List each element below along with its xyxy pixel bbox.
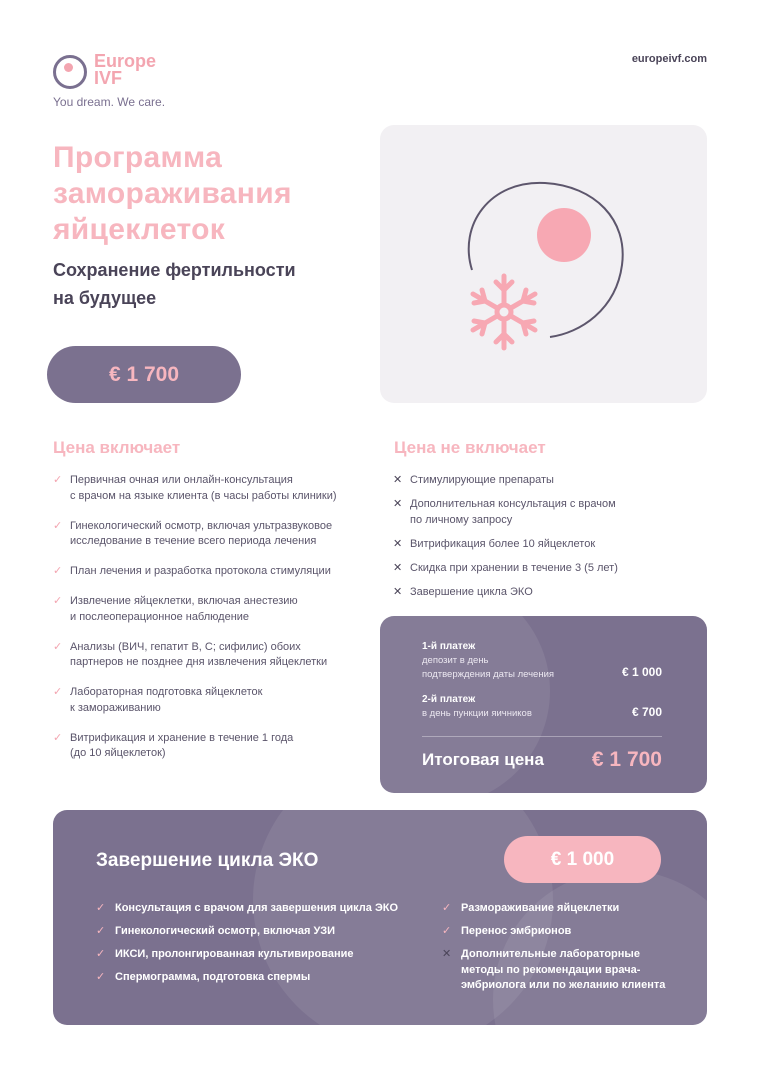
page-title [53, 140, 373, 248]
payment-total-amount: € 1 700 [591, 748, 662, 771]
includes-list [53, 473, 373, 776]
website-link[interactable]: europeivf.com [631, 53, 707, 65]
brand-name-line1: Europe [94, 51, 157, 71]
brand-name [94, 53, 194, 87]
list-item: ✓ ИКСИ, пролонгированная культивирование [96, 947, 426, 963]
hero-illustration-svg [380, 125, 707, 403]
excludes-list [393, 473, 707, 609]
subtitle-line: Сохранение фертильности [53, 260, 296, 280]
list-item: ✓ Первичная очная или онлайн-консультация с врачом на языке клиента (в часы работы клиники) [53, 473, 373, 504]
list-item: ✕ Скидка при хранении в течение 3 (5 лет) [393, 561, 707, 577]
list-item: ✓ Спермограмма, подготовка спермы [96, 970, 426, 986]
program-price-badge: € 1 700 [47, 346, 241, 403]
eko-extra-list [442, 901, 692, 1001]
eko-included-list [96, 901, 426, 993]
payment-row-first [422, 640, 662, 682]
subtitle-line: на будущее [53, 288, 157, 308]
list-item: ✕ Стимулирующие препараты [393, 473, 707, 489]
brand-tagline: You dream. We care. [53, 95, 166, 109]
payment-divider [422, 736, 662, 737]
page-subtitle [53, 256, 353, 312]
list-item: ✓ Гинекологический осмотр, включая ультразвуковое исследование в течение всего периода лечения [53, 519, 373, 550]
egg-cell-icon [537, 208, 591, 262]
snowflake-icon [473, 276, 535, 348]
payment-first-desc: депозит в день подтверждения даты лечения [422, 655, 555, 680]
list-item: ✕ Завершение цикла ЭКО [393, 585, 707, 601]
payment-total-label: Итоговая цена [422, 750, 544, 769]
eko-completion-card [53, 810, 707, 1025]
logo-circle-icon [53, 55, 87, 89]
payment-first-label: 1-й платеж [422, 641, 476, 652]
payment-card [380, 616, 707, 793]
list-item: ✓ Извлечение яйцеклетки, включая анестезию и послеоперационное наблюдение [53, 594, 373, 625]
title-line: замораживания [53, 177, 292, 210]
list-item: ✕ Дополнительные лабораторные методы по рекомендации врача- эмбриолога или по желанию клиента [442, 947, 692, 994]
payment-second-desc: в день пункции яичников [422, 708, 532, 719]
eko-title: Завершение цикла ЭКО [96, 850, 319, 871]
list-item: ✕ Витрификация более 10 яйцеклеток [393, 537, 707, 553]
eko-price-badge: € 1 000 [504, 836, 661, 883]
payment-second-amount: € 700 [631, 705, 662, 719]
payment-second-label: 2-й платеж [422, 694, 476, 705]
list-item: ✓ Анализы (ВИЧ, гепатит B, C; сифилис) обоих партнеров не позднее дня извлечения яйцеклетки [53, 640, 373, 671]
hero-illustration [380, 125, 707, 403]
list-item: ✓ Витрификация и хранение в течение 1 года (до 10 яйцеклеток) [53, 731, 373, 762]
list-item: ✓ Перенос эмбрионов [442, 924, 692, 940]
list-item: ✓ План лечения и разработка протокола стимуляции [53, 564, 373, 580]
orbit-line [469, 183, 623, 337]
brand-name-line2: IVF [94, 68, 123, 88]
title-line: яйцеклеток [53, 213, 226, 246]
list-item: ✓ Гинекологический осмотр, включая УЗИ [96, 924, 426, 940]
list-item: ✕ Дополнительная консультация с врачом по личному запросу [393, 497, 707, 528]
payment-first-amount: € 1 000 [621, 665, 662, 679]
list-item: ✓ Лабораторная подготовка яйцеклеток к замораживанию [53, 685, 373, 716]
title-line: Программа [53, 141, 223, 174]
list-item: ✓ Консультация с врачом для завершения цикла ЭКО [96, 901, 426, 917]
payment-row-second [422, 693, 662, 721]
excludes-heading: Цена не включает [394, 438, 546, 457]
list-item: ✓ Размораживание яйцеклетки [442, 901, 692, 917]
includes-heading: Цена включает [53, 438, 181, 457]
